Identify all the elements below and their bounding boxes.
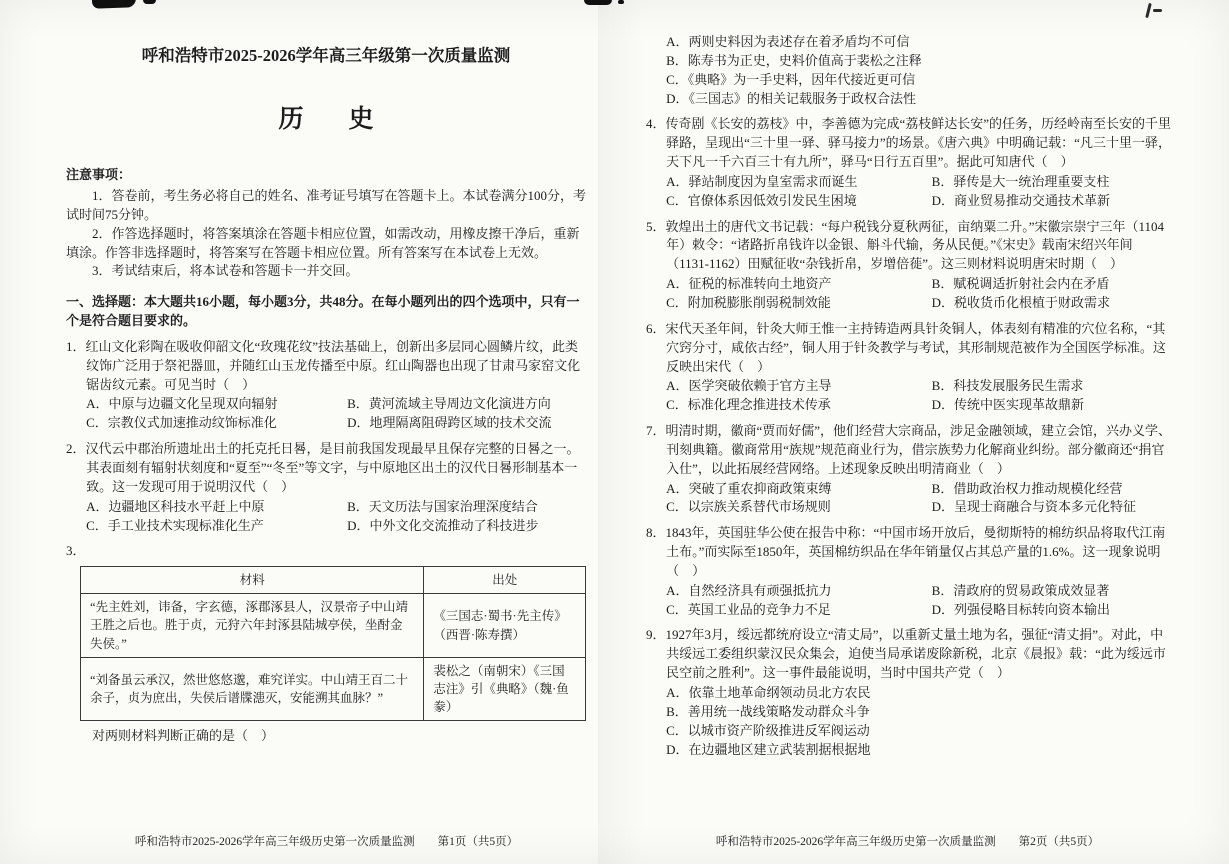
question-1-option-b: B．黄河流域主导周边文化演进方向 — [347, 396, 551, 412]
question-2-options — [86, 498, 586, 536]
question-2-stem: 2．汉代云中郡治所遗址出土的托克托日晷，是目前我国发现最早且保存完整的日晷之一。其表面刻有辐射状刻度和“夏至”“冬至”等文字，与中原地区出土的汉代日晷形制基本一致。这一发现可用于说明汉代（ ） — [66, 441, 580, 494]
question-1-option-d: D．地理隔离阻碍跨区域的技术交流 — [347, 415, 552, 431]
question-8 — [646, 524, 1175, 619]
question-6-option-a: A．医学突破依赖于官方主导 — [666, 378, 832, 394]
notice-heading: 注意事项： — [66, 167, 132, 183]
question-4 — [646, 115, 1175, 210]
question-6-option-c: C．标准化理念推进技术传承 — [666, 397, 831, 413]
question-6 — [646, 320, 1175, 415]
question-3-option-a: A．两则史料因为表述存在着矛盾均不可信 — [666, 34, 910, 49]
question-1-stem: 1．红山文化彩陶在吸收仰韶文化“玫瑰花纹”技法基础上，创新出多层同心圆鳞片纹，此类纹饰广泛用于祭祀器皿，并随红山玉龙传播至中原。红山陶器也出现了甘肃马家窑文化锯齿纹元素。可见当时（ ） — [66, 338, 581, 392]
question-2 — [66, 440, 586, 535]
question-3-number: 3． — [66, 543, 86, 559]
question-5-options — [666, 275, 1175, 313]
question-5-option-d: D．税收货币化根植于财政需求 — [931, 294, 1111, 310]
question-1 — [66, 338, 586, 433]
question-3-option-d: D．《三国志》的相关记载服务于政权合法性 — [666, 90, 917, 106]
table-cell-source-2: 裴松之（南朝宋）《三国志注》引《典略》（魏·鱼豢） — [424, 657, 586, 720]
question-3-options — [646, 33, 1175, 108]
question-9-option-a: A．依靠土地革命纲领动员北方农民 — [666, 685, 871, 700]
question-9-stem: 9．1927年3月，绥远都统府设立“清丈局”，以重新丈量土地为名，强征“清丈捐”。对此，中共绥远工委组织蒙汉民众集会，迫使当局承诺废除新税，北京《晨报》载：“此为绥远市民空前之胜利”。这一事件最能说明，当时中国共产党（ ） — [646, 627, 1166, 681]
question-6-stem: 6．宋代天圣年间，针灸大师王惟一主持铸造两具针灸铜人，体表刻有精准的穴位名称，“其穴窍分寸，咸依古经”，铜人用于针灸教学与考试，其形制规范被作为全国医学标准。这反映出宋代（ ） — [646, 320, 1166, 374]
question-2-option-a: A．边疆地区科技水平赶上中原 — [86, 498, 265, 514]
question-4-option-b: B．驿传是大一统治理重要支柱 — [931, 173, 1110, 189]
page-2 — [612, 0, 1229, 864]
question-6-option-b: B．科技发展服务民生需求 — [931, 378, 1084, 394]
question-9-option-d: D．在边疆地区建立武装割据根据地 — [666, 741, 871, 757]
question-4-option-c: C．官僚体系因低效引发民生困境 — [666, 192, 857, 208]
question-1-options — [86, 395, 586, 433]
table-row — [81, 657, 586, 720]
question-9-options — [666, 684, 1175, 759]
question-3-option-c: C．《典略》为一手史料，因年代接近更可信 — [666, 71, 916, 87]
question-8-options — [666, 582, 1175, 620]
question-8-option-a: A．自然经济具有顽强抵抗力 — [666, 582, 832, 598]
question-2-option-b: B．天文历法与国家治理深度结合 — [347, 498, 538, 514]
question-7-option-c: C．以宗族关系替代市场规则 — [666, 499, 831, 515]
question-4-option-a: A．驿站制度因为皇室需求而诞生 — [666, 173, 858, 189]
question-4-options — [666, 173, 1175, 211]
notice-item-1: 1．答卷前，考生务必将自己的姓名、准考证号填写在答题卡上。本试卷满分100分，考试时间75分钟。 — [66, 188, 587, 222]
table-cell-material-1: “先主姓刘，讳备，字玄德，涿郡涿县人，汉景帝子中山靖王胜之后也。胜于贞，元狩六年封涿县陆城亭侯，坐酎金失侯。” — [81, 594, 424, 657]
question-7-stem: 7．明清时期，徽商“贾而好儒”，他们经营大宗商品，涉足金融领域，建立会馆，兴办义学、刊刻典籍。徽商常用“族规”规范商业行为，借宗族势力化解商业纠纷。部分徽商还“捐官入仕”，以此拓展经营网络。上述现象反映出明清商业（ ） — [646, 423, 1172, 476]
notice-item-2: 2．作答选择题时，将答案填涂在答题卡相应位置，如需改动，用橡皮擦干净后，重新填涂。作答非选择题时，将答案写在答题卡相应位置。所有答案写在本试卷上无效。 — [66, 225, 580, 260]
question-8-option-b: B．清政府的贸易政策成效显著 — [931, 582, 1110, 598]
question-5 — [646, 218, 1175, 313]
question-7-option-b: B．借助政治权力推动规模化经营 — [931, 480, 1123, 496]
table-header-source: 出处 — [424, 567, 586, 594]
question-9-option-b: B．善用统一战线策略发动群众斗争 — [666, 703, 870, 719]
question-6-options — [666, 377, 1175, 415]
question-8-option-c: C．英国工业品的竞争力不足 — [666, 601, 831, 617]
question-2-option-d: D．中外文化交流推动了科技进步 — [347, 517, 539, 533]
question-3-prompt: 对两则材料判断正确的是（ ） — [92, 728, 275, 744]
question-3-option-b: B．陈寿书为正史，史料价值高于裴松之注释 — [666, 52, 922, 68]
question-7-option-a: A．突破了重农抑商政策束缚 — [666, 480, 832, 496]
question-2-option-c: C．手工业技术实现标准化生产 — [86, 517, 264, 533]
table-cell-source-1: 《三国志·蜀书·先主传》（西晋·陈寿撰） — [424, 594, 586, 657]
exam-subject: 历 史 — [278, 105, 384, 133]
question-9-option-c: C．以城市资产阶级推进反军阀运动 — [666, 722, 870, 738]
question-1-option-c: C．宗教仪式加速推动纹饰标准化 — [86, 415, 277, 431]
table-header-material: 材料 — [81, 567, 424, 594]
page-2-footer: 呼和浩特市2025-2026学年高三年级历史第一次质量监测 第2页（共5页） — [715, 836, 1100, 849]
question-3 — [66, 542, 586, 746]
table-header-row — [81, 567, 586, 594]
question-3-materials-table — [80, 566, 586, 721]
notice-item-3: 3．考试结束后，将本试卷和答题卡一并交回。 — [92, 263, 359, 279]
question-5-option-b: B．赋税调适折射社会内在矛盾 — [931, 276, 1110, 292]
question-5-stem: 5．敦煌出土的唐代文书记载：“每户税钱分夏秋两征，亩纳粟二升。”宋徽宗崇宁三年（1104年）敕令：“诸路折帛钱许以金银、斛斗代输，务从民便。”《宋史》载南宋绍兴年间（1131-1162）田赋征收“杂钱折帛，岁增倍蓰”。这三则材料说明唐宋时期（ ） — [646, 218, 1165, 272]
page-1-footer: 呼和浩特市2025-2026学年高三年级历史第一次质量监测 第1页（共5页） — [134, 836, 519, 849]
question-4-stem: 4．传奇剧《长安的荔枝》中，李善德为完成“荔枝鲜达长安”的任务，历经岭南至长安的千里驿路，呈现出“三十里一驿、驿马接力”的场景。《唐六典》中明确记载：“凡三十里一驿，天下凡一千六百三十有九所”，驿马“日行五百里”。据此可知唐代（ ） — [646, 116, 1172, 170]
question-8-stem: 8．1843年，英国驻华公使在报告中称：“中国市场开放后，曼彻斯特的棉纺织品将取代江南土布。”而实际至1850年，英国棉纺织品在华年销量仅占其总产量的1.6%。这一现象说明（ ） — [646, 525, 1166, 578]
exam-title: 呼和浩特市2025-2026学年高三年级第一次质量监测 — [141, 46, 511, 65]
section-1-heading: 一、选择题：本大题共16小题，每小题3分，共48分。在每小题列出的四个选项中，只有一个是符合题目要求的。 — [66, 294, 580, 329]
table-cell-material-2: “刘备虽云承汉，然世悠悠邈，难究详实。中山靖王百二十余子，贞为庶出，失侯后谱牒漶灭，安能溯其血脉？” — [81, 657, 424, 720]
question-6-option-d: D．传统中医实现革故鼎新 — [931, 397, 1085, 413]
question-7-options — [666, 480, 1175, 518]
table-row — [81, 594, 586, 657]
question-4-option-d: D．商业贸易推动交通技术革新 — [931, 192, 1111, 208]
question-8-option-d: D．列强侵略目标转向资本输出 — [931, 601, 1111, 617]
question-1-option-a: A．中原与边疆文化呈现双向辐射 — [86, 396, 278, 412]
question-7 — [646, 422, 1175, 517]
question-5-option-a: A．征税的标准转向土地资产 — [666, 276, 832, 292]
question-9 — [646, 626, 1175, 759]
page-1 — [0, 0, 612, 864]
question-7-option-d: D．呈现士商融合与资本多元化特征 — [931, 499, 1137, 515]
question-5-option-c: C．附加税膨胀削弱税制效能 — [666, 294, 831, 310]
